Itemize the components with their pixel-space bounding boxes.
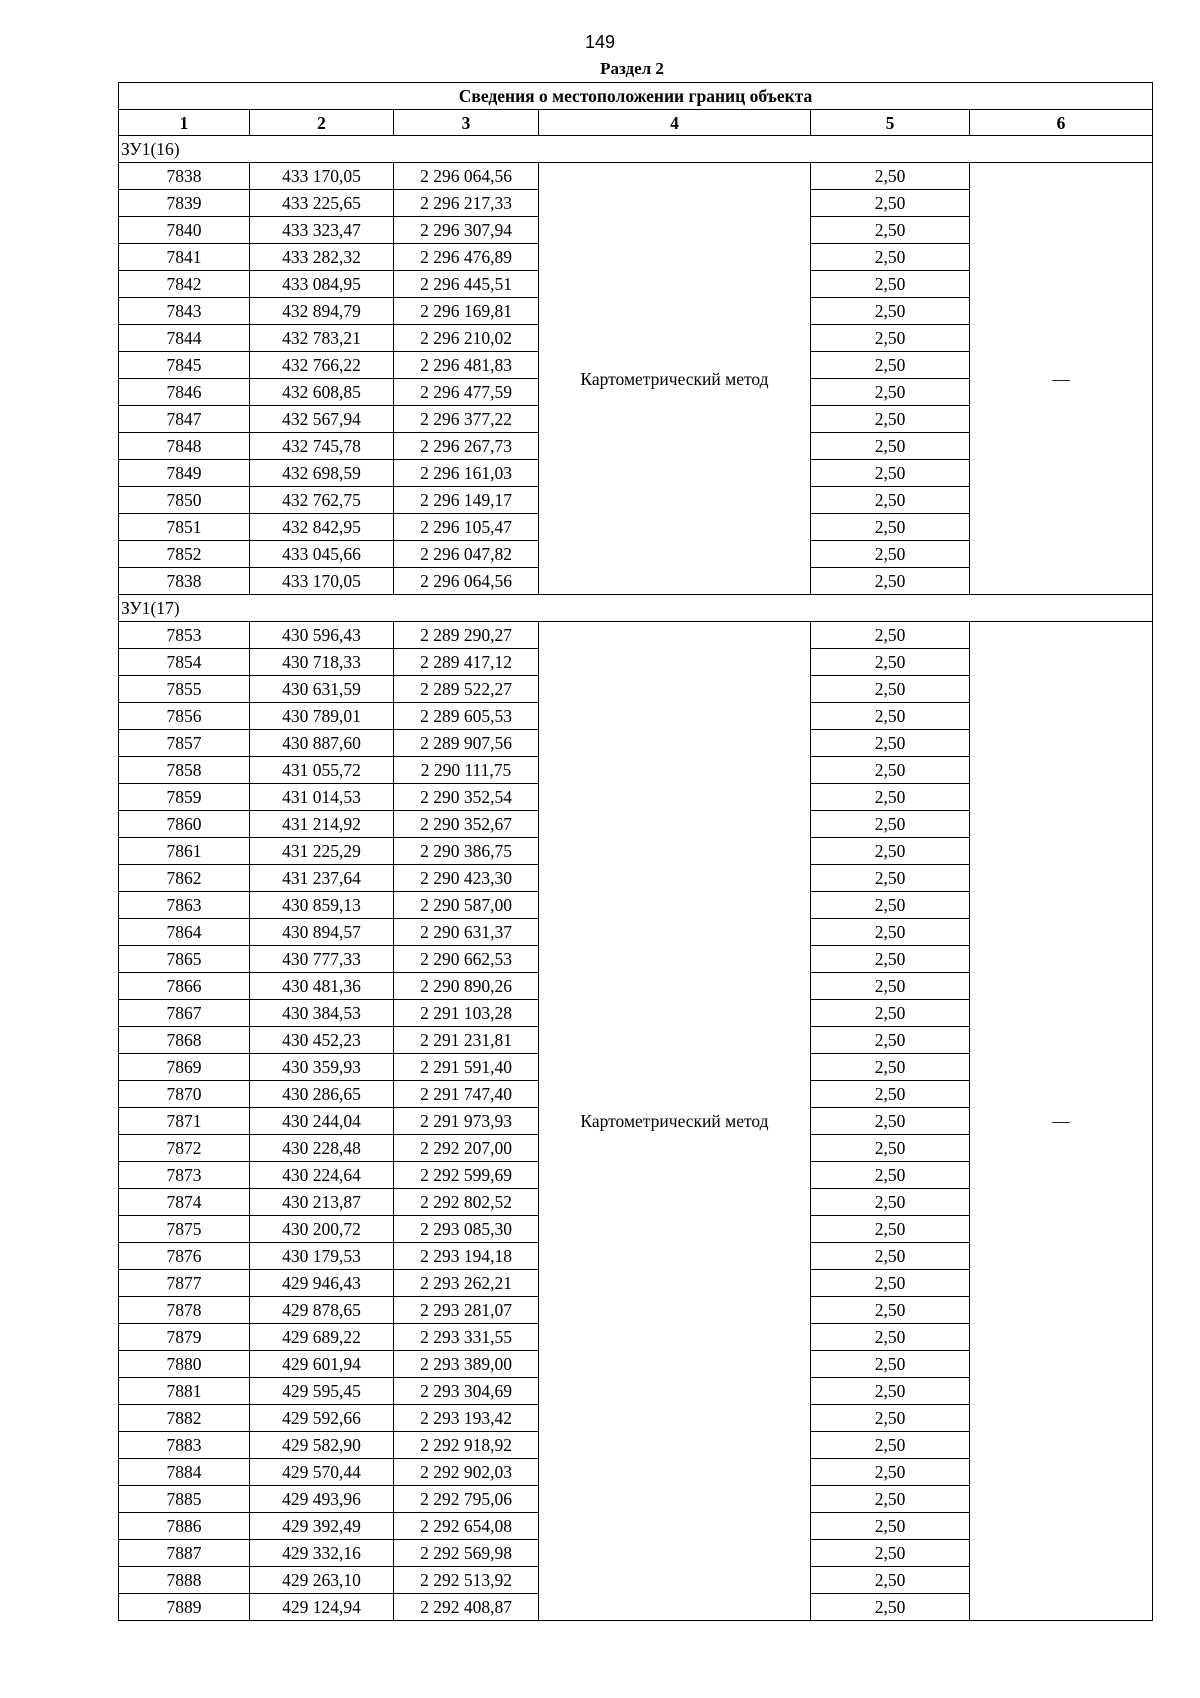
accuracy-value: 2,50: [811, 1324, 970, 1351]
coord-y: 2 293 193,42: [394, 1405, 539, 1432]
coord-y: 2 293 281,07: [394, 1297, 539, 1324]
accuracy-value: 2,50: [811, 1054, 970, 1081]
coord-y: 2 296 445,51: [394, 271, 539, 298]
point-number: 7855: [119, 676, 250, 703]
point-number: 7879: [119, 1324, 250, 1351]
coord-x: 429 946,43: [250, 1270, 394, 1297]
coord-y: 2 296 161,03: [394, 460, 539, 487]
coord-x: 430 228,48: [250, 1135, 394, 1162]
point-number: 7863: [119, 892, 250, 919]
coord-x: 429 570,44: [250, 1459, 394, 1486]
point-number: 7883: [119, 1432, 250, 1459]
coord-y: 2 290 352,54: [394, 784, 539, 811]
accuracy-value: 2,50: [811, 622, 970, 649]
point-number: 7877: [119, 1270, 250, 1297]
coord-y: 2 296 169,81: [394, 298, 539, 325]
coord-x: 430 894,57: [250, 919, 394, 946]
section-label: Раздел 2: [600, 59, 664, 78]
coord-y: 2 290 587,00: [394, 892, 539, 919]
coord-y: 2 296 476,89: [394, 244, 539, 271]
accuracy-value: 2,50: [811, 379, 970, 406]
accuracy-value: 2,50: [811, 217, 970, 244]
coord-y: 2 291 103,28: [394, 1000, 539, 1027]
point-number: 7839: [119, 190, 250, 217]
coord-y: 2 290 890,26: [394, 973, 539, 1000]
accuracy-value: 2,50: [811, 1270, 970, 1297]
point-number: 7840: [119, 217, 250, 244]
point-number: 7868: [119, 1027, 250, 1054]
method-cell: Картометрический метод: [539, 622, 811, 1621]
accuracy-value: 2,50: [811, 163, 970, 190]
coord-y: 2 296 477,59: [394, 379, 539, 406]
coord-y: 2 291 973,93: [394, 1108, 539, 1135]
point-number: 7862: [119, 865, 250, 892]
coord-x: 430 286,65: [250, 1081, 394, 1108]
parcel-row: [119, 136, 1153, 163]
coord-x: 433 084,95: [250, 271, 394, 298]
coord-y: 2 289 522,27: [394, 676, 539, 703]
table-title: Сведения о местоположении границ объекта: [119, 83, 1153, 110]
point-number: 7880: [119, 1351, 250, 1378]
point-number: 7871: [119, 1108, 250, 1135]
parcel-label: ЗУ1(16): [119, 136, 1153, 163]
coord-y: 2 293 262,21: [394, 1270, 539, 1297]
coord-y: 2 290 423,30: [394, 865, 539, 892]
accuracy-value: 2,50: [811, 946, 970, 973]
method-cell: Картометрический метод: [539, 163, 811, 595]
accuracy-value: 2,50: [811, 1378, 970, 1405]
coord-x: 431 237,64: [250, 865, 394, 892]
coord-x: 429 582,90: [250, 1432, 394, 1459]
coord-y: 2 292 408,87: [394, 1594, 539, 1621]
coord-x: 432 698,59: [250, 460, 394, 487]
point-number: 7847: [119, 406, 250, 433]
point-number: 7887: [119, 1540, 250, 1567]
accuracy-value: 2,50: [811, 1513, 970, 1540]
accuracy-value: 2,50: [811, 973, 970, 1000]
accuracy-value: 2,50: [811, 568, 970, 595]
accuracy-value: 2,50: [811, 1351, 970, 1378]
coord-y: 2 296 210,02: [394, 325, 539, 352]
column-6-dash: —: [970, 163, 1153, 595]
coord-y: 2 289 605,53: [394, 703, 539, 730]
point-number: 7852: [119, 541, 250, 568]
point-number: 7850: [119, 487, 250, 514]
column-number: 5: [811, 110, 970, 136]
accuracy-value: 2,50: [811, 784, 970, 811]
coord-x: 432 608,85: [250, 379, 394, 406]
coord-y: 2 292 569,98: [394, 1540, 539, 1567]
coord-y: 2 293 085,30: [394, 1216, 539, 1243]
accuracy-value: 2,50: [811, 892, 970, 919]
coord-y: 2 296 064,56: [394, 568, 539, 595]
accuracy-value: 2,50: [811, 730, 970, 757]
column-number: 2: [250, 110, 394, 136]
column-number: 6: [970, 110, 1153, 136]
point-number: 7856: [119, 703, 250, 730]
point-number: 7878: [119, 1297, 250, 1324]
point-number: 7838: [119, 163, 250, 190]
point-number: 7889: [119, 1594, 250, 1621]
coord-x: 430 789,01: [250, 703, 394, 730]
coord-y: 2 290 111,75: [394, 757, 539, 784]
point-number: 7844: [119, 325, 250, 352]
accuracy-value: 2,50: [811, 1108, 970, 1135]
coord-x: 431 225,29: [250, 838, 394, 865]
point-number: 7888: [119, 1567, 250, 1594]
accuracy-value: 2,50: [811, 460, 970, 487]
coord-x: 431 055,72: [250, 757, 394, 784]
coord-y: 2 290 631,37: [394, 919, 539, 946]
accuracy-value: 2,50: [811, 1486, 970, 1513]
accuracy-value: 2,50: [811, 1594, 970, 1621]
point-number: 7843: [119, 298, 250, 325]
coord-x: 433 170,05: [250, 163, 394, 190]
point-number: 7865: [119, 946, 250, 973]
coord-y: 2 296 377,22: [394, 406, 539, 433]
column-6-dash: —: [970, 622, 1153, 1621]
coord-x: 430 213,87: [250, 1189, 394, 1216]
point-number: 7866: [119, 973, 250, 1000]
point-number: 7867: [119, 1000, 250, 1027]
coord-y: 2 289 417,12: [394, 649, 539, 676]
accuracy-value: 2,50: [811, 352, 970, 379]
coord-y: 2 293 304,69: [394, 1378, 539, 1405]
coord-x: 432 762,75: [250, 487, 394, 514]
accuracy-value: 2,50: [811, 919, 970, 946]
accuracy-value: 2,50: [811, 811, 970, 838]
accuracy-value: 2,50: [811, 1540, 970, 1567]
point-number: 7851: [119, 514, 250, 541]
accuracy-value: 2,50: [811, 1189, 970, 1216]
coord-y: 2 291 591,40: [394, 1054, 539, 1081]
coord-y: 2 293 389,00: [394, 1351, 539, 1378]
accuracy-value: 2,50: [811, 406, 970, 433]
coord-y: 2 290 386,75: [394, 838, 539, 865]
column-number: 3: [394, 110, 539, 136]
accuracy-value: 2,50: [811, 1567, 970, 1594]
parcel-row: [119, 595, 1153, 622]
coord-x: 430 596,43: [250, 622, 394, 649]
accuracy-value: 2,50: [811, 1405, 970, 1432]
coord-x: 432 745,78: [250, 433, 394, 460]
point-number: 7885: [119, 1486, 250, 1513]
point-number: 7873: [119, 1162, 250, 1189]
point-number: 7864: [119, 919, 250, 946]
point-number: 7882: [119, 1405, 250, 1432]
point-number: 7859: [119, 784, 250, 811]
accuracy-value: 2,50: [811, 1027, 970, 1054]
point-number: 7846: [119, 379, 250, 406]
coord-x: 430 200,72: [250, 1216, 394, 1243]
accuracy-value: 2,50: [811, 649, 970, 676]
point-number: 7886: [119, 1513, 250, 1540]
coord-x: 430 359,93: [250, 1054, 394, 1081]
coord-y: 2 296 105,47: [394, 514, 539, 541]
point-number: 7876: [119, 1243, 250, 1270]
coord-y: 2 289 907,56: [394, 730, 539, 757]
coord-y: 2 291 231,81: [394, 1027, 539, 1054]
accuracy-value: 2,50: [811, 271, 970, 298]
coord-y: 2 296 307,94: [394, 217, 539, 244]
coord-x: 430 179,53: [250, 1243, 394, 1270]
coord-y: 2 290 662,53: [394, 946, 539, 973]
point-number: 7860: [119, 811, 250, 838]
coord-y: 2 296 047,82: [394, 541, 539, 568]
point-number: 7857: [119, 730, 250, 757]
accuracy-value: 2,50: [811, 676, 970, 703]
coord-x: 431 214,92: [250, 811, 394, 838]
point-number: 7861: [119, 838, 250, 865]
coord-x: 429 592,66: [250, 1405, 394, 1432]
accuracy-value: 2,50: [811, 541, 970, 568]
accuracy-value: 2,50: [811, 1243, 970, 1270]
accuracy-value: 2,50: [811, 838, 970, 865]
coord-y: 2 293 331,55: [394, 1324, 539, 1351]
coord-x: 430 481,36: [250, 973, 394, 1000]
accuracy-value: 2,50: [811, 190, 970, 217]
coord-x: 429 392,49: [250, 1513, 394, 1540]
coord-y: 2 292 795,06: [394, 1486, 539, 1513]
coord-x: 432 766,22: [250, 352, 394, 379]
accuracy-value: 2,50: [811, 1297, 970, 1324]
coord-x: 433 282,32: [250, 244, 394, 271]
point-number: 7874: [119, 1189, 250, 1216]
coord-x: 430 244,04: [250, 1108, 394, 1135]
coord-x: 429 595,45: [250, 1378, 394, 1405]
coord-y: 2 296 217,33: [394, 190, 539, 217]
point-number: 7845: [119, 352, 250, 379]
coord-y: 2 292 599,69: [394, 1162, 539, 1189]
coord-x: 429 332,16: [250, 1540, 394, 1567]
point-number: 7869: [119, 1054, 250, 1081]
coord-y: 2 296 149,17: [394, 487, 539, 514]
coord-y: 2 296 267,73: [394, 433, 539, 460]
accuracy-value: 2,50: [811, 1081, 970, 1108]
accuracy-value: 2,50: [811, 433, 970, 460]
coord-x: 433 170,05: [250, 568, 394, 595]
point-number: 7881: [119, 1378, 250, 1405]
coord-y: 2 290 352,67: [394, 811, 539, 838]
column-number: 4: [539, 110, 811, 136]
point-number: 7842: [119, 271, 250, 298]
coord-x: 433 045,66: [250, 541, 394, 568]
coord-y: 2 289 290,27: [394, 622, 539, 649]
coord-y: 2 292 654,08: [394, 1513, 539, 1540]
point-number: 7870: [119, 1081, 250, 1108]
coord-y: 2 292 207,00: [394, 1135, 539, 1162]
parcel-label: ЗУ1(17): [119, 595, 1153, 622]
coord-x: 433 323,47: [250, 217, 394, 244]
coord-y: 2 296 481,83: [394, 352, 539, 379]
accuracy-value: 2,50: [811, 865, 970, 892]
point-number: 7841: [119, 244, 250, 271]
accuracy-value: 2,50: [811, 1216, 970, 1243]
point-number: 7872: [119, 1135, 250, 1162]
accuracy-value: 2,50: [811, 514, 970, 541]
coord-x: 430 859,13: [250, 892, 394, 919]
accuracy-value: 2,50: [811, 1162, 970, 1189]
coord-x: 429 878,65: [250, 1297, 394, 1324]
coord-y: 2 292 902,03: [394, 1459, 539, 1486]
coord-x: 432 567,94: [250, 406, 394, 433]
accuracy-value: 2,50: [811, 703, 970, 730]
table-row: [119, 622, 1153, 649]
accuracy-value: 2,50: [811, 1000, 970, 1027]
coord-y: 2 296 064,56: [394, 163, 539, 190]
coord-x: 433 225,65: [250, 190, 394, 217]
accuracy-value: 2,50: [811, 1459, 970, 1486]
point-number: 7858: [119, 757, 250, 784]
coord-x: 430 631,59: [250, 676, 394, 703]
point-number: 7848: [119, 433, 250, 460]
point-number: 7884: [119, 1459, 250, 1486]
point-number: 7849: [119, 460, 250, 487]
accuracy-value: 2,50: [811, 1432, 970, 1459]
coord-x: 430 777,33: [250, 946, 394, 973]
coord-x: 431 014,53: [250, 784, 394, 811]
coord-x: 430 718,33: [250, 649, 394, 676]
coord-x: 432 842,95: [250, 514, 394, 541]
coord-x: 429 689,22: [250, 1324, 394, 1351]
column-number: 1: [119, 110, 250, 136]
accuracy-value: 2,50: [811, 1135, 970, 1162]
coord-x: 430 452,23: [250, 1027, 394, 1054]
coord-y: 2 293 194,18: [394, 1243, 539, 1270]
point-number: 7875: [119, 1216, 250, 1243]
coord-y: 2 292 918,92: [394, 1432, 539, 1459]
page-number: 149: [584, 32, 616, 52]
table-row: [119, 163, 1153, 190]
accuracy-value: 2,50: [811, 487, 970, 514]
point-number: 7854: [119, 649, 250, 676]
point-number: 7838: [119, 568, 250, 595]
coord-x: 432 894,79: [250, 298, 394, 325]
accuracy-value: 2,50: [811, 298, 970, 325]
accuracy-value: 2,50: [811, 757, 970, 784]
coord-x: 429 493,96: [250, 1486, 394, 1513]
boundary-table: [118, 82, 1153, 1621]
coord-x: 430 887,60: [250, 730, 394, 757]
coord-y: 2 292 513,92: [394, 1567, 539, 1594]
coord-y: 2 292 802,52: [394, 1189, 539, 1216]
coord-x: 429 601,94: [250, 1351, 394, 1378]
coord-x: 429 124,94: [250, 1594, 394, 1621]
coord-x: 432 783,21: [250, 325, 394, 352]
accuracy-value: 2,50: [811, 325, 970, 352]
accuracy-value: 2,50: [811, 244, 970, 271]
coord-x: 429 263,10: [250, 1567, 394, 1594]
coord-y: 2 291 747,40: [394, 1081, 539, 1108]
point-number: 7853: [119, 622, 250, 649]
coord-x: 430 384,53: [250, 1000, 394, 1027]
coord-x: 430 224,64: [250, 1162, 394, 1189]
